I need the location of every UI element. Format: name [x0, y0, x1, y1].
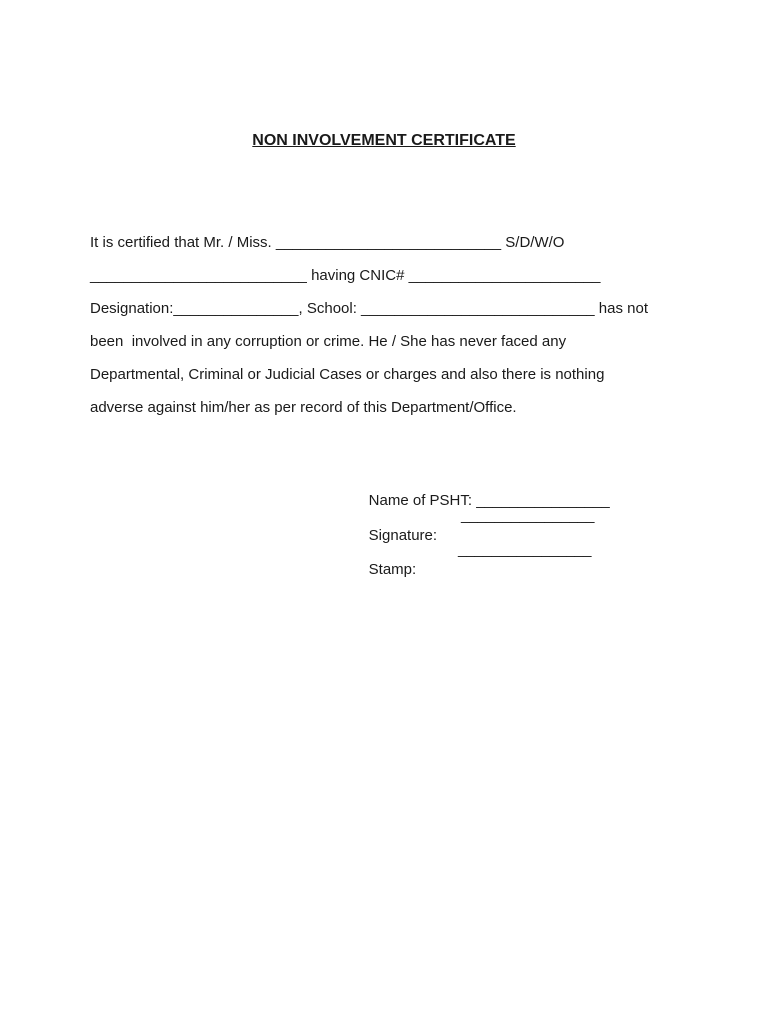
stamp-label: Stamp: [368, 561, 417, 578]
body-line-3: Designation:_______________, School: ____________________________ has not [90, 300, 649, 317]
psht-name-label: Name of PSHT: ________________ [368, 492, 610, 509]
body-line-5: Departmental, Criminal or Judicial Cases or charges and also there is nothing [90, 366, 605, 383]
certificate-title: NON INVOLVEMENT CERTIFICATE [252, 132, 516, 149]
body-line-4: been involved in any corruption or crime. He / She has never faced any [90, 333, 567, 350]
stamp-row [352, 540, 592, 620]
body-line-2: __________________________ having CNIC# _______________________ [90, 267, 601, 284]
body-line-6: adverse against him/her as per record of this Department/Office. [90, 399, 517, 416]
body-line-1: It is certified that Mr. / Miss. ___________________________ S/D/W/O [90, 234, 565, 251]
signature-label: Signature: [368, 527, 438, 544]
stamp-blank: ________________ [458, 541, 592, 558]
signature-blank: ________________ [461, 507, 595, 524]
